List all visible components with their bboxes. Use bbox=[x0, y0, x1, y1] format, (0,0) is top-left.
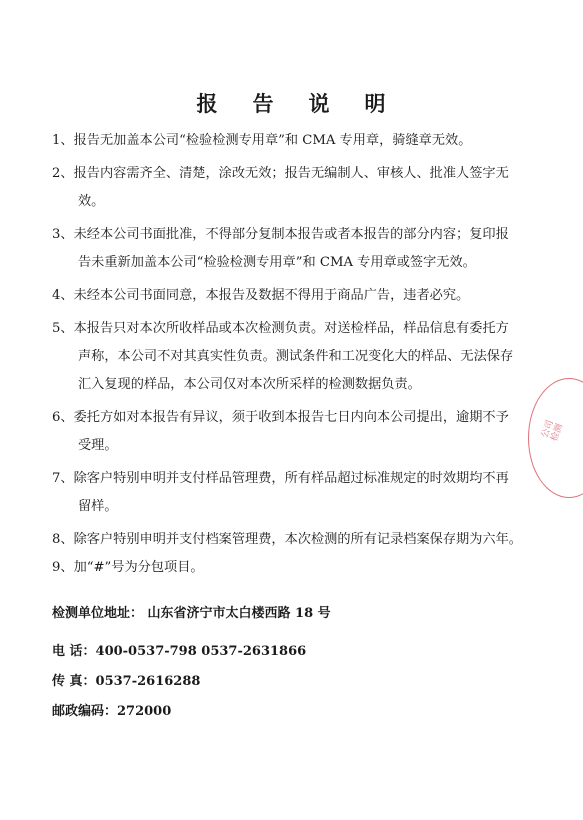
page-title bbox=[0, 88, 583, 118]
item-text: 未经本公司书面批准，不得部分复制本报告或者本报告的部分内容；复印报 bbox=[73, 227, 509, 242]
item-number: 3、 bbox=[52, 227, 74, 242]
item-number: 5、 bbox=[52, 321, 74, 336]
item-text-cont: 汇入复现的样品，本公司仅对本次所采样的检测数据负责。 bbox=[78, 377, 421, 392]
item-text-cont: 声称，本公司不对其真实性负责。测试条件和工况变化大的样品、无法保存 bbox=[78, 349, 514, 364]
title-char: 说 bbox=[308, 91, 331, 116]
item-text: 除客户特别申明并支付样品管理费，所有样品超过标准规定的时效期均不再 bbox=[73, 471, 509, 486]
list-item bbox=[52, 221, 562, 277]
title-char: 报 bbox=[196, 91, 219, 116]
item-text: 除客户特别申明并支付档案管理费，本次检测的所有记录档案保存期为六年。 bbox=[73, 532, 522, 547]
item-number: 6、 bbox=[52, 410, 74, 425]
item-number: 2、 bbox=[52, 166, 74, 181]
list-item bbox=[52, 127, 562, 155]
phone-line: 电 话：400-0537-798 0537-2631866 bbox=[52, 644, 307, 659]
item-text: 报告无加盖本公司“检验检测专用章”和 CMA 专用章，骑缝章无效。 bbox=[73, 133, 472, 148]
title-char: 明 bbox=[364, 91, 387, 116]
item-text: 本报告只对本次所收样品或本次检测负责。对送检样品，样品信息有委托方 bbox=[73, 321, 509, 336]
list-item bbox=[52, 282, 562, 310]
list-item bbox=[52, 315, 562, 399]
list-item bbox=[52, 404, 562, 460]
item-text-cont: 效。 bbox=[78, 194, 105, 209]
seal-stamp-text: 公司 检测 bbox=[540, 419, 566, 443]
address-line: 检测单位地址： 山东省济宁市太白楼西路 18 号 bbox=[52, 606, 331, 621]
item-text-cont: 受理。 bbox=[78, 438, 118, 453]
notes-list bbox=[52, 127, 562, 582]
postcode-line: 邮政编码：272000 bbox=[52, 704, 172, 719]
item-text-cont: 留样。 bbox=[78, 499, 118, 514]
item-text: 报告内容需齐全、清楚，涂改无效；报告无编制人、审核人、批准人签字无 bbox=[73, 166, 509, 181]
item-text: 委托方如对本报告有异议，须于收到本报告七日内向本公司提出，逾期不予 bbox=[73, 410, 509, 425]
item-number: 4、 bbox=[52, 288, 74, 303]
title-char: 告 bbox=[252, 91, 275, 116]
item-text: 加“#”号为分包项目。 bbox=[73, 560, 204, 575]
list-item bbox=[52, 160, 562, 216]
list-item bbox=[52, 554, 562, 582]
item-text: 未经本公司书面同意，本报告及数据不得用于商品广告，违者必究。 bbox=[73, 288, 470, 303]
item-number: 1、 bbox=[52, 133, 74, 148]
item-number: 7、 bbox=[52, 471, 74, 486]
fax-line: 传 真：0537-2616288 bbox=[52, 674, 201, 689]
list-item bbox=[52, 526, 562, 554]
item-number: 8、 bbox=[52, 532, 74, 547]
item-number: 9、 bbox=[52, 560, 74, 575]
list-item bbox=[52, 465, 562, 521]
item-text-cont: 告未重新加盖本公司“检验检测专用章”和 CMA 专用章或签字无效。 bbox=[78, 255, 476, 270]
